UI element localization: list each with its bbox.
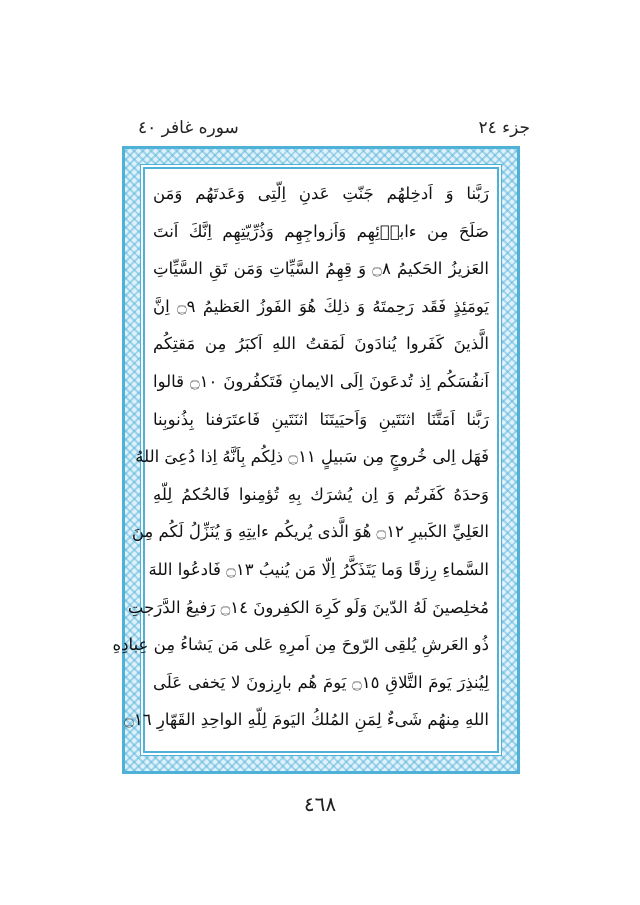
text-line: يَومَئِذٍ فَقَد رَحِمتَهُ وَ ذلِكَ هُوَ الفَوزُ العَظيمُ ۝٩ اِنَّ — [153, 296, 489, 316]
text-line: اَنفُسَكُم اِذ تُدعَونَ اِلَى الايمانِ فَتَكفُرونَ ۝١٠ قالوا — [153, 371, 489, 391]
text-line: الَّذينَ كَفَروا يُنادَونَ لَمَقتُ اللهِ اَكبَرُ مِن مَقتِكُم — [153, 334, 489, 354]
surah-name: سوره غافر ٤٠ — [138, 118, 239, 138]
text-line: العَلِيِّ الكَبيرِ ۝١٢ هُوَ الَّذى يُريكُم ءايتِهِ وَ يُنَزِّلُ لَكُم مِنَ — [131, 522, 489, 542]
text-line: السَّماءِ رِزقًا وَما يَتَذَكَّرُ اِلّا مَن يُنيبُ ۝١٣ فَادعُوا اللهَ — [148, 559, 489, 579]
text-line: اللهِ مِنهُم شَىءٌ لِمَنِ المُلكُ اليَومَ لِلّهِ الواحِدِ القَهّارِ ۝١٦ — [124, 710, 489, 730]
text-line: مُخلِصينَ لَهُ الدّينَ وَلَو كَرِهَ الكفِرونَ ۝١٤ رَفيعُ الدَّرَجتِ — [127, 597, 489, 617]
page-number: ٤٦٨ — [303, 792, 337, 816]
text-line: العَزيزُ الحَكيمُ ۝٨ وَ قِهِمُ السَّيِّاتِ وَمَن تَقِ السَّيِّاتِ — [153, 259, 489, 279]
page-header — [0, 118, 640, 142]
text-line: رَبَّنا وَ اَدخِلهُم جَنّتِ عَدنِ اِلّتِى وَعَدتَهُم وَمَن — [153, 184, 489, 203]
text-line: ذُو العَرشِ يُلقِى الرّوحَ مِن اَمرِهِ عَلى مَن يَشاءُ مِن عِبادِهِ — [112, 635, 489, 655]
text-line: صَلَحَ مِن ءاباۤئِهِم وَاَزواجِهِم وَذُرِّيّتِهِم اِنَّكَ اَنتَ — [153, 221, 489, 241]
text-line: رَبَّنا اَمَتَّنَا اثنَتَينِ وَاَحيَيتَنَا اثنَتَينِ فَاعتَرَفنا بِذُنوبِنا — [153, 409, 489, 429]
juz-number: جزء ٢٤ — [478, 118, 530, 138]
text-line: فَهَل اِلى خُروجٍ مِن سَبيلٍ ۝١١ ذلِكُم بِاَنَّهُ اِذا دُعِىَ اللهُ — [135, 447, 489, 467]
text-panel — [112, 167, 499, 753]
ornamental-frame — [112, 146, 520, 774]
text-line: وَحدَهُ كَفَرتُم وَ اِن يُشرَك بِهِ تُؤمِنوا فَالحُكمُ لِلّهِ — [153, 484, 489, 504]
text-line: لِيُنذِرَ يَومَ التَّلاقِ ۝١٥ يَومَ هُم بارِزونَ لا يَخفى عَلَى — [153, 672, 490, 692]
verse-lines — [112, 175, 490, 739]
